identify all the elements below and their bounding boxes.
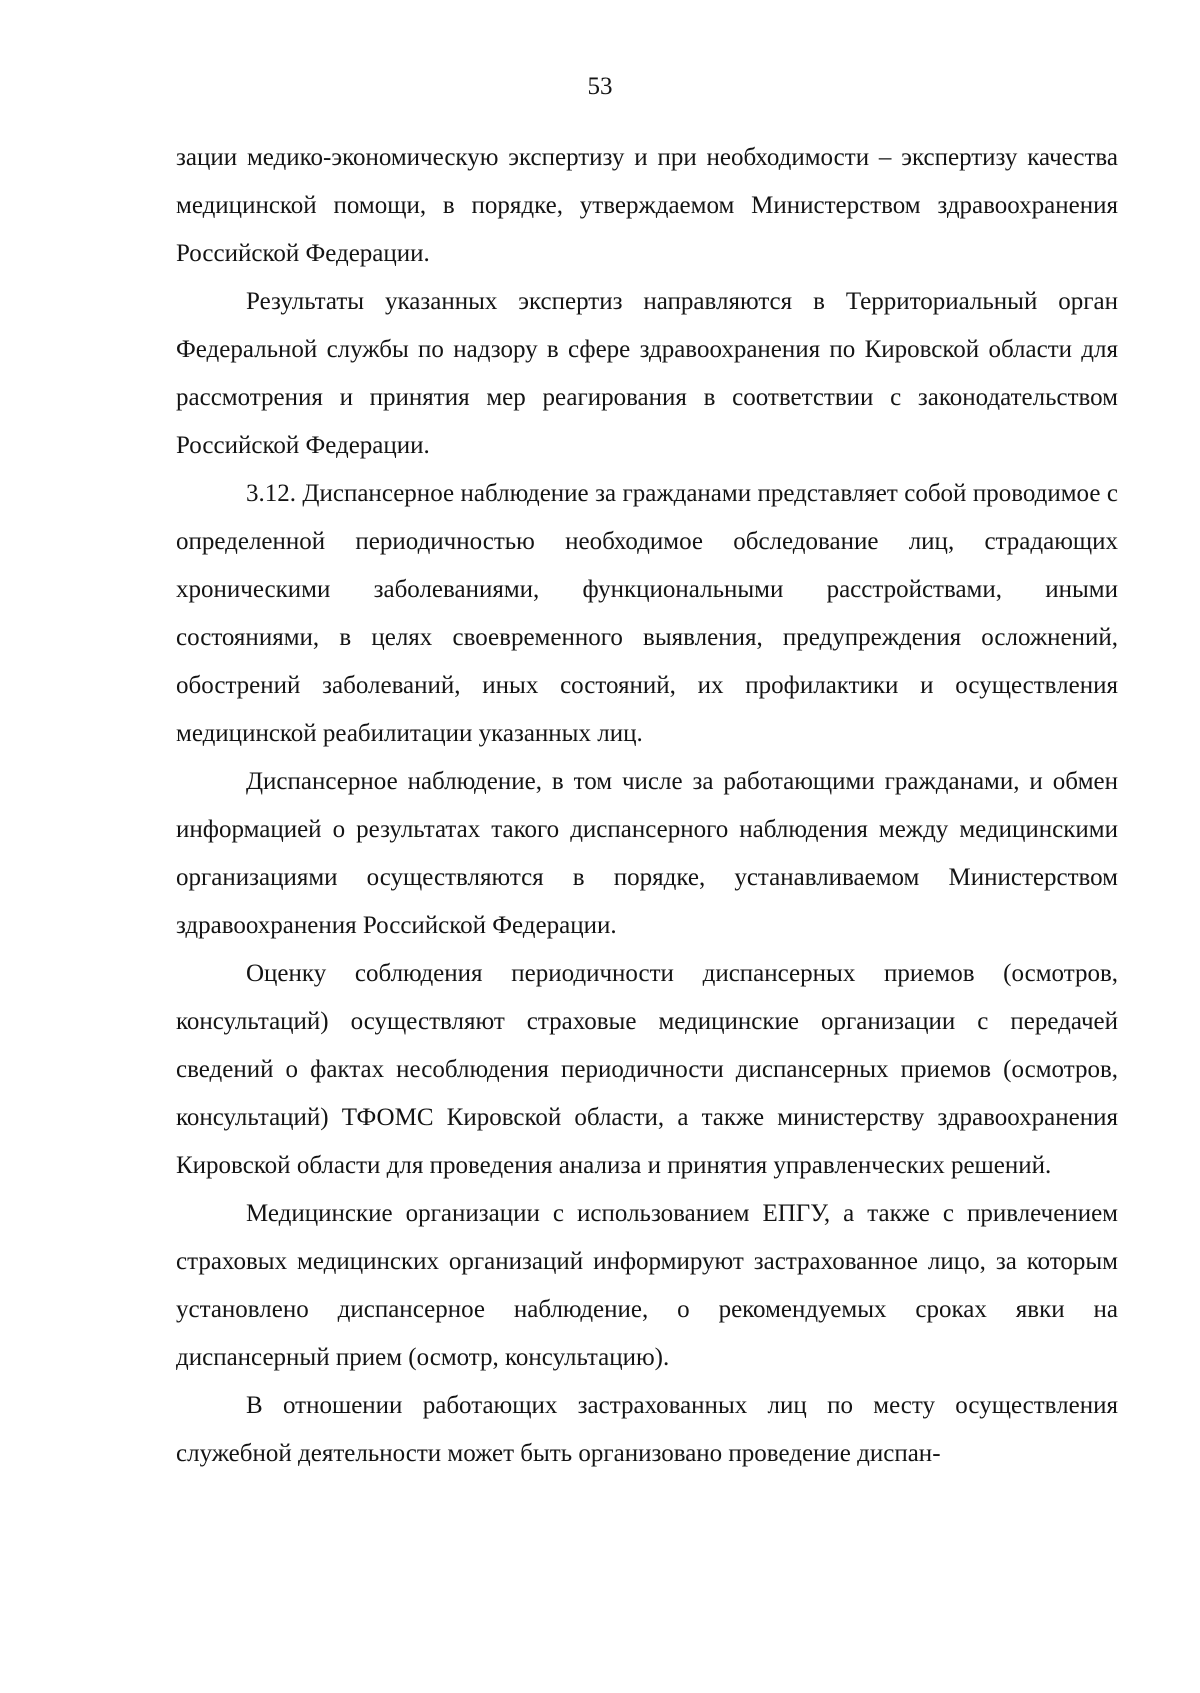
paragraph-periodicity-assessment: Оценку соблюдения периодичности диспансерных приемов (осмотров, консультаций) осуществляют страховые медицинские организации с передачей сведений о фактах несоблюдения периодичности диспансерных приемов (осмотров, консультаций) ТФОМС Кировской области, а также министерству здравоохранения Кировской области для проведения анализа и принятия управленческих решений. — [176, 960, 1118, 1179]
body-text — [176, 134, 1118, 1478]
paragraph-3-12: 3.12. Диспансерное наблюдение за гражданами представляет собой проводимое с определенной периодичностью необходимое обследование лиц, страдающих хроническими заболеваниями, функциональными расстройствами, иными состояниями, в целях своевременного выявления, предупреждения осложнений, обострений заболеваний, иных состояний, их профилактики и осуществления медицинской реабилитации указанных лиц. — [176, 480, 1118, 747]
paragraph-working-insured: В отношении работающих застрахованных лиц по месту осуществления служебной деятельности может быть организовано проведение диспан- — [176, 1392, 1118, 1467]
paragraph-continuation: зации медико-экономическую экспертизу и при необходимости – экспертизу качества медицинской помощи, в порядке, утверждаемом Министерством здравоохранения Российской Федерации. — [176, 144, 1118, 267]
paragraph-expertise-results: Результаты указанных экспертиз направляются в Территориальный орган Федеральной службы по надзору в сфере здравоохранения по Кировской области для рассмотрения и принятия мер реагирования в соответствии с законодательством Российской Федерации. — [176, 288, 1118, 459]
paragraph-dispensary-working-citizens: Диспансерное наблюдение, в том числе за работающими гражданами, и обмен информацией о результатах такого диспансерного наблюдения между медицинскими организациями осуществляются в порядке, устанавливаемом Министерством здравоохранения Российской Федерации. — [176, 768, 1118, 939]
paragraph-epgu-informing: Медицинские организации с использованием ЕПГУ, а также с привлечением страховых медицинских организаций информируют застрахованное лицо, за которым установлено диспансерное наблюдение, о рекомендуемых сроках явки на диспансерный прием (осмотр, консультацию). — [176, 1200, 1118, 1371]
page-number: 53 — [587, 73, 613, 100]
